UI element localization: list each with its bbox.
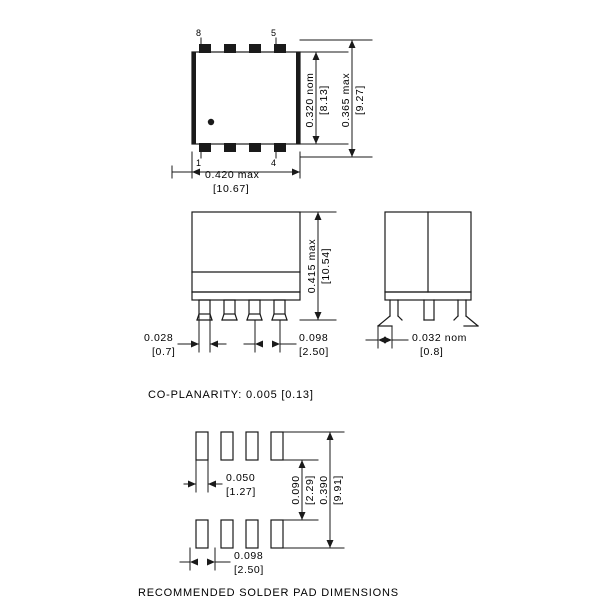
dim-lead-foot-mm: [0.8] [420, 346, 444, 358]
dim-pad-span-inner-inch: 0.090 [290, 475, 302, 505]
dim-body-width-inch: 0.420 max [205, 169, 260, 181]
dim-pad-width-inch: 0.050 [226, 472, 256, 484]
dim-overall-depth-inch: 0.365 max [340, 72, 352, 128]
pin-label-1: 1 [196, 158, 202, 168]
dim-lead-foot [366, 326, 408, 348]
coplanarity-note: CO-PLANARITY: 0.005 [0.13] [148, 389, 314, 401]
dim-pad-width-mm: [1.27] [226, 486, 256, 498]
dim-lead-foot-inch: 0.032 nom [412, 332, 468, 344]
top-view-body [192, 52, 300, 144]
side-view-body [378, 212, 478, 326]
dim-pad-span-outer-mm: [9.91] [332, 475, 344, 505]
dim-lead-width-mm: [0.7] [152, 346, 176, 358]
dim-pad-pitch [180, 548, 230, 570]
dim-height-max-mm: [10.54] [320, 247, 332, 285]
dim-height-max-inch: 0.415 max [306, 238, 318, 294]
pin-1-marker [208, 119, 214, 125]
dim-body-depth-inch: 0.320 nom [304, 72, 316, 128]
dim-lead-pitch-mm: [2.50] [299, 346, 329, 358]
pin-label-8: 8 [196, 28, 202, 38]
dim-body-width-mm: [10.67] [213, 183, 250, 195]
dim-pad-span-outer-inch: 0.390 [318, 475, 330, 505]
dim-pad-pitch-mm: [2.50] [234, 564, 264, 576]
dim-pad-pitch-inch: 0.098 [234, 550, 264, 562]
dim-pad-width [184, 460, 222, 492]
dim-lead-width-inch: 0.028 [144, 332, 174, 344]
dim-pad-span-inner-mm: [2.29] [304, 475, 316, 505]
front-view-body [192, 212, 300, 300]
dim-lead-pitch-inch: 0.098 [299, 332, 329, 344]
dim-body-depth-mm: [8.13] [318, 85, 330, 115]
pin-label-4: 4 [271, 158, 277, 168]
dim-lead-pitch [244, 320, 296, 352]
solder-pad-caption: RECOMMENDED SOLDER PAD DIMENSIONS [138, 587, 399, 599]
pin-label-5: 5 [271, 28, 277, 38]
dim-overall-depth-mm: [9.27] [354, 85, 366, 115]
